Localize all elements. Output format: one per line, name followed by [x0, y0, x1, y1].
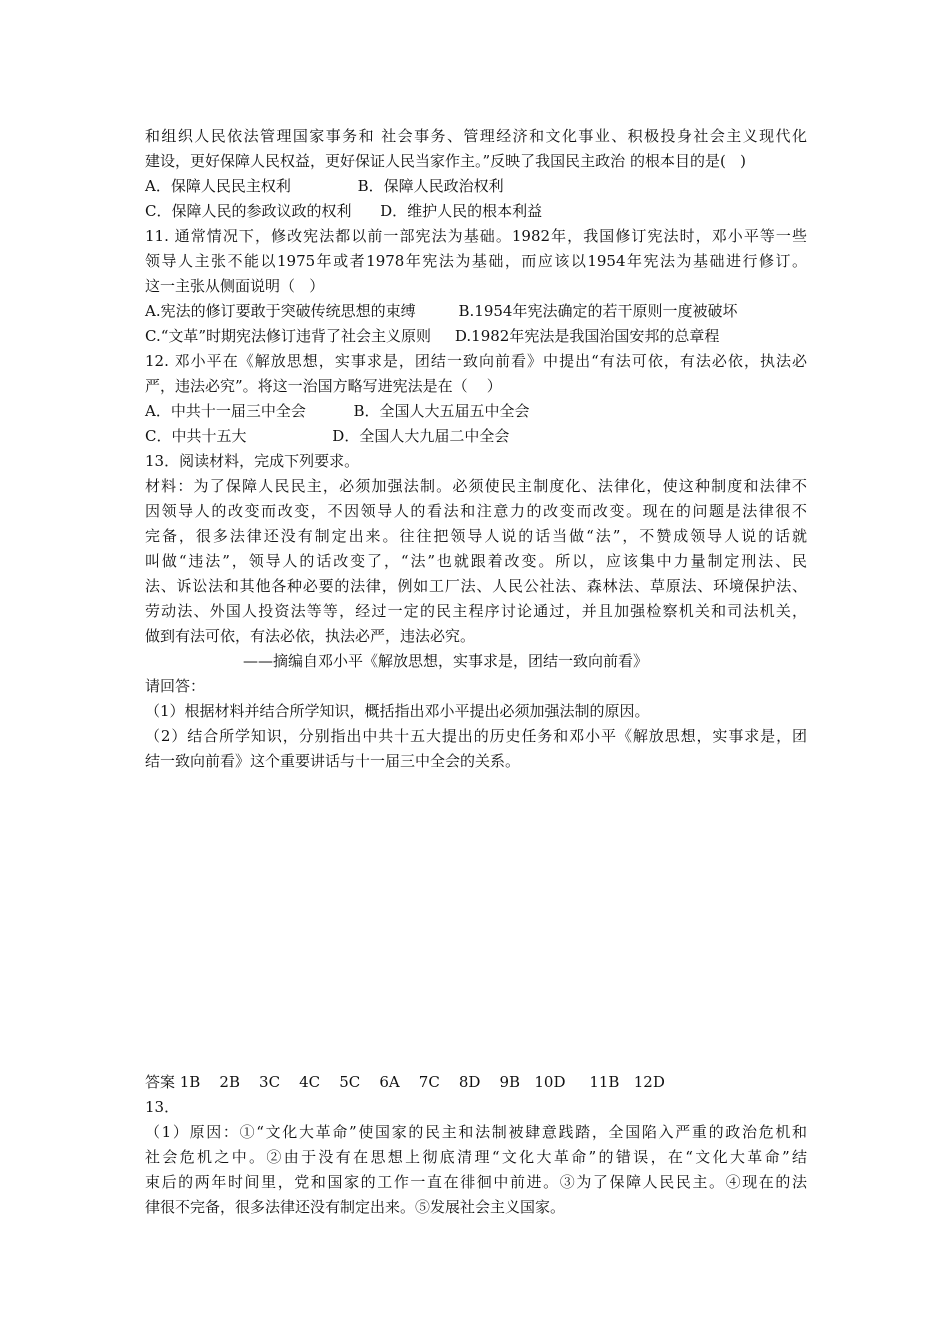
- material-line: 法、诉讼法和其他各种必要的法律，例如工厂法、人民公社法、森林法、草原法、环境保护法、: [145, 577, 807, 595]
- text-line: 和组织人民依法管理国家事务和 社会事务、管理经济和文化事业、积极投身社会主义现代化: [145, 127, 807, 145]
- answer-line: 律很不完备，很多法律还没有制定出来。⑤发展社会主义国家。: [145, 1198, 566, 1216]
- option-line: A.宪法的修订要敢于突破传统思想的束缚 B.1954年宪法确定的若干原则一度被破坏: [145, 302, 738, 320]
- question-12: 12. 邓小平在《解放思想，实事求是，团结一致向前看》中提出“有法可依，有法必依，执法必: [145, 352, 807, 370]
- answer-13-label: 13．: [145, 1098, 180, 1116]
- text-line: 严，违法必究”。将这一治国方略写进宪法是在（ ）: [145, 377, 502, 395]
- answer-line: （1）原因：①“文化大革命”使国家的民主和法制被肆意践踏，全国陷入严重的政治危机和: [145, 1123, 807, 1141]
- material-line: 劳动法、外国人投资法等等，经过一定的民主程序讨论通过，并且加强检察机关和司法机关，: [145, 602, 807, 620]
- material-line: 因领导人的改变而改变，不因领导人的看法和注意力的改变而改变。现在的问题是法律很不: [145, 502, 807, 520]
- option-line: C．保障人民的参政议政的权利 D．维护人民的根本利益: [145, 202, 543, 220]
- sub-question-1: （1）根据材料并结合所学知识，概括指出邓小平提出必须加强法制的原因。: [145, 702, 650, 720]
- answer-line: 社会危机之中。②由于没有在思想上彻底清理“文化大革命”的错误，在“文化大革命”结: [145, 1148, 807, 1166]
- material-line: 做到有法可依，有法必依，执法必严，违法必究。: [145, 627, 476, 645]
- option-line: C.“文革”时期宪法修订违背了社会主义原则 D.1982年宪法是我国治国安邦的总章程: [145, 327, 720, 345]
- text-line: 这一主张从侧面说明（ ）: [145, 277, 325, 295]
- option-line: C．中共十五大 D．全国人大九届二中全会: [145, 427, 510, 445]
- source-attribution: ——摘编自邓小平《解放思想，实事求是，团结一致向前看》: [243, 652, 649, 670]
- text-line: 领导人主张不能以1975年或者1978年宪法为基础，而应该以1954年宪法为基础进行修订。: [145, 252, 807, 270]
- option-line: A．保障人民民主权利 B．保障人民政治权利: [145, 177, 504, 195]
- sub-question-2: （2）结合所学知识，分别指出中共十五大提出的历史任务和邓小平《解放思想，实事求是，团: [145, 727, 807, 745]
- option-line: A．中共十一届三中全会 B．全国人大五届五中全会: [145, 402, 530, 420]
- question-13: 13．阅读材料，完成下列要求。: [145, 452, 360, 470]
- text-line: 结一致向前看》这个重要讲话与十一届三中全会的关系。: [145, 752, 521, 770]
- text-line: 请回答：: [145, 677, 206, 695]
- question-11: 11. 通常情况下，修改宪法都以前一部宪法为基础。1982年，我国修订宪法时，邓小平等一些: [145, 227, 807, 245]
- answer-key: 答案 1B 2B 3C 4C 5C 6A 7C 8D 9B 10D 11B 12D: [145, 1073, 665, 1091]
- material-line: 完备，很多法律还没有制定出来。往往把领导人说的话当做“法”，不赞成领导人说的话就: [145, 527, 807, 545]
- material-line: 材料：为了保障人民民主，必须加强法制。必须使民主制度化、法律化，使这种制度和法律不: [145, 477, 807, 495]
- material-line: 叫做“违法”，领导人的话改变了，“法”也就跟着改变。所以，应该集中力量制定刑法、民: [145, 552, 807, 570]
- text-line: 建设，更好保障人民权益，更好保证人民当家作主。”反映了我国民主政治 的根本目的是( ): [145, 152, 746, 170]
- answer-line: 束后的两年时间里，党和国家的工作一直在徘徊中前进。③为了保障人民民主。④现在的法: [145, 1173, 807, 1191]
